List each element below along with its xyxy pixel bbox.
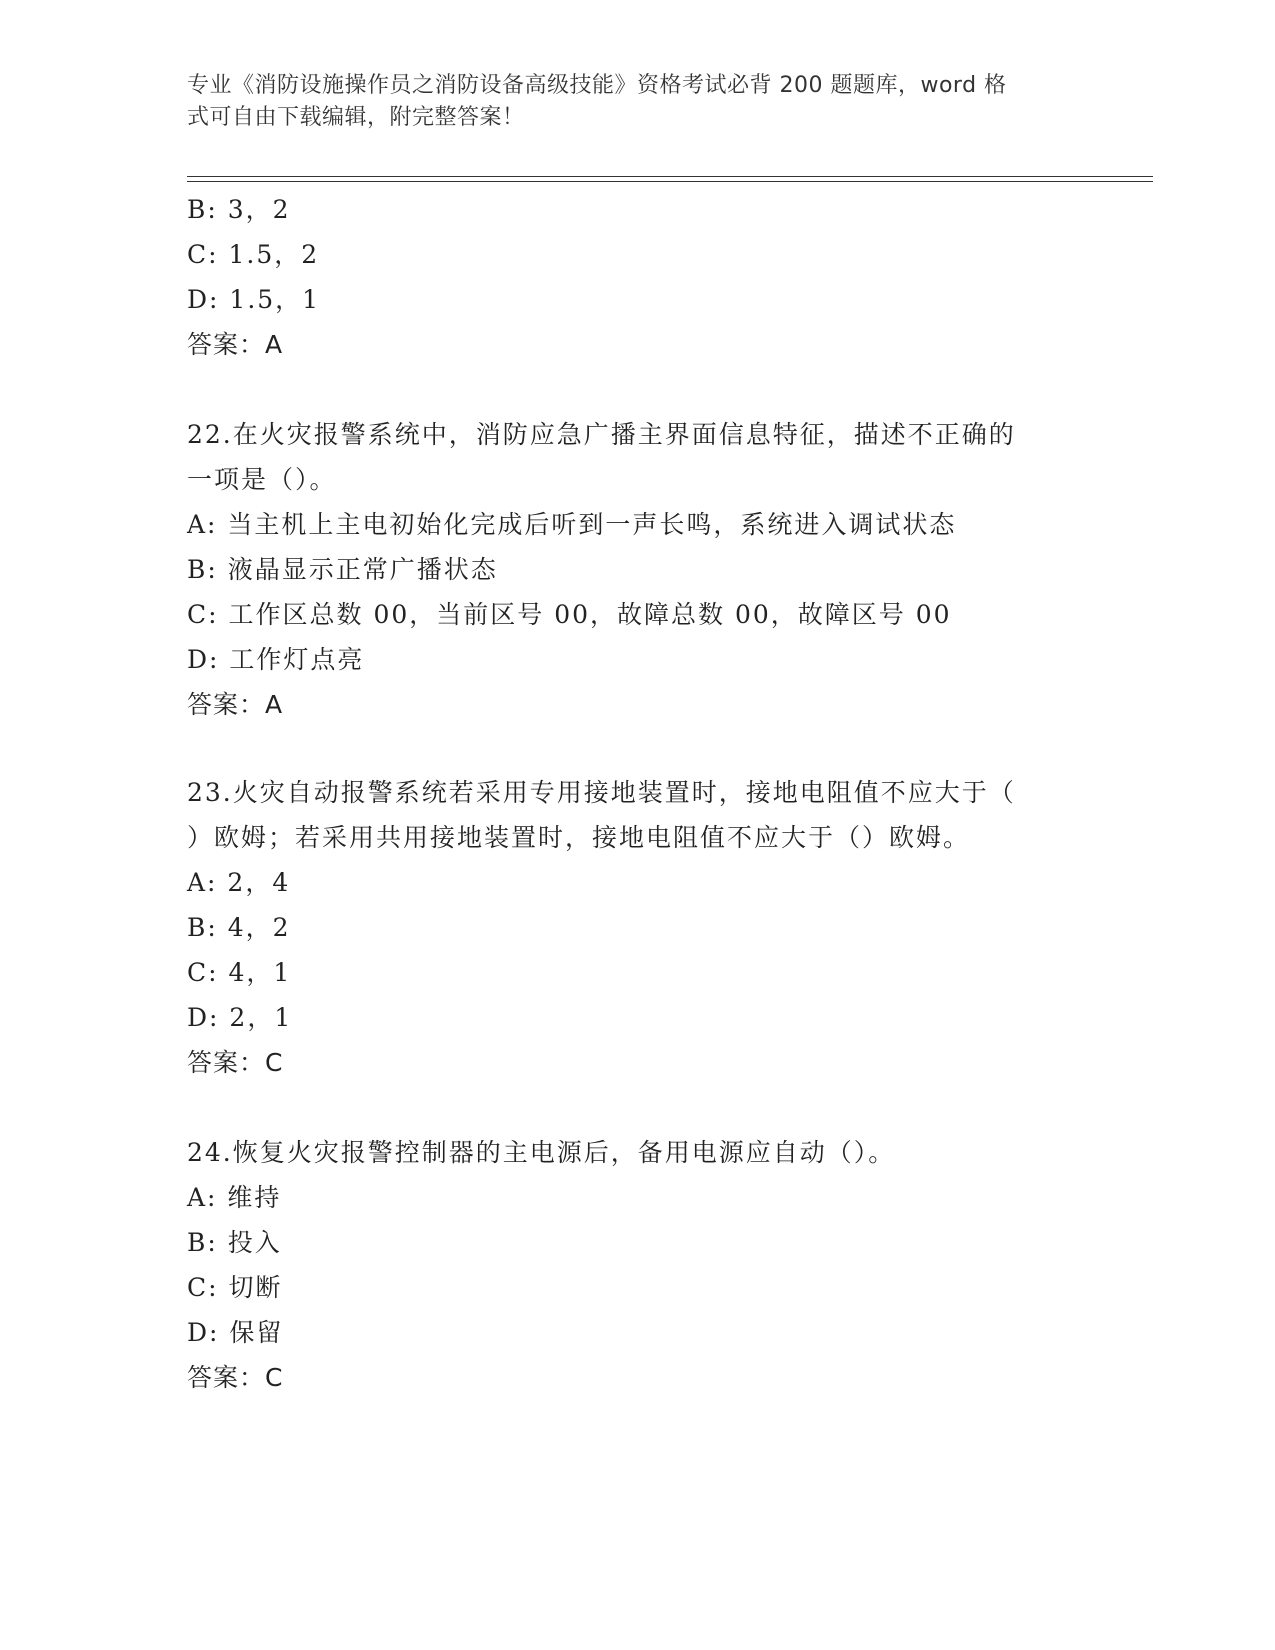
header-line-1: 专业《消防设施操作员之消防设备高级技能》资格考试必背 200 题题库，word 格	[187, 73, 1007, 98]
q22-option-a: A: 当主机上主电初始化完成后听到一声长鸣，系统进入调试状态	[187, 510, 957, 539]
header-divider-top	[187, 176, 1153, 177]
q22-stem-line-1: 22.在火灾报警系统中，消防应急广播主界面信息特征，描述不正确的	[187, 420, 1016, 449]
q24-option-c: C: 切断	[187, 1273, 283, 1302]
q24-option-d: D: 保留	[187, 1318, 284, 1347]
q24-stem-line-1: 24.恢复火灾报警控制器的主电源后，备用电源应自动（）。	[187, 1138, 896, 1167]
q22-option-d: D: 工作灯点亮	[187, 645, 365, 674]
q24-answer: 答案：C	[187, 1363, 284, 1392]
q23-stem-line-1: 23.火灾自动报警系统若采用专用接地装置时，接地电阻值不应大于（	[187, 778, 1016, 807]
header-line-2: 式可自由下载编辑，附完整答案！	[187, 105, 525, 130]
q22-option-c: C: 工作区总数 00，当前区号 00，故障总数 00，故障区号 00	[187, 600, 952, 629]
q22-answer: 答案：A	[187, 690, 284, 719]
q23-option-b: B: 4，2	[187, 913, 291, 942]
q22-option-b: B: 液晶显示正常广播状态	[187, 555, 498, 584]
document-header	[187, 70, 1067, 134]
prev-option-b: B: 3，2	[187, 195, 291, 224]
q23-answer: 答案：C	[187, 1048, 284, 1077]
prev-answer: 答案：A	[187, 330, 284, 359]
q23-option-c: C: 4，1	[187, 958, 292, 987]
q24-option-a: A: 维持	[187, 1183, 282, 1212]
q23-stem-line-2: ）欧姆；若采用共用接地装置时，接地电阻值不应大于（）欧姆。	[187, 823, 971, 852]
q22-stem-line-2: 一项是（）。	[187, 465, 337, 494]
prev-option-d: D: 1.5，1	[187, 285, 321, 314]
prev-option-c: C: 1.5，2	[187, 240, 320, 269]
q24-option-b: B: 投入	[187, 1228, 282, 1257]
q23-option-a: A: 2，4	[187, 868, 291, 897]
q23-option-d: D: 2，1	[187, 1003, 293, 1032]
header-divider-bottom	[187, 181, 1153, 182]
